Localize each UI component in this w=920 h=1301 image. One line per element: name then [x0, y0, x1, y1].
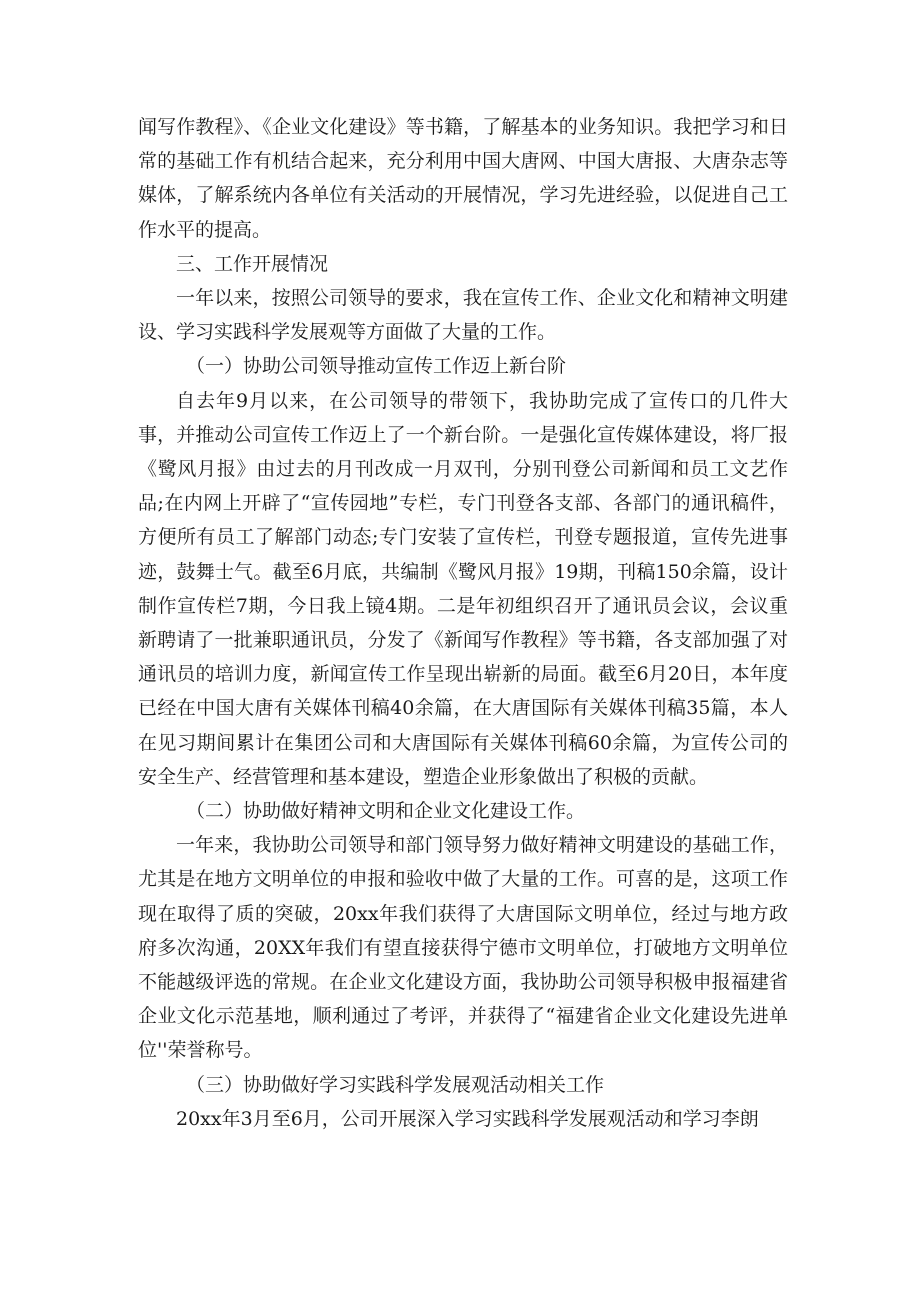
subsection-heading-publicity: （一）协助公司领导推动宣传工作迈上新台阶	[186, 355, 567, 378]
body-paragraph-publicity: 自去年9月以来，在公司领导的带领下，我协助完成了宣传口的几件大事，并推动公司宣传工作迈上了一个新台阶。一是强化宣传媒体建设，将厂报《鹭风月报》由过去的月刊改成一月双刊，分别刊登公司新闻和员工文艺作品;在内网上开辟了“宣传园地”专栏，专门刊登各支部、各部门的通讯稿件，方便所有员工了解部门动态;专门安装了宣传栏，刊登专题报道，宣传先进事迹，鼓舞士气。截至6月底，共编制《鹭风月报》19期，刊稿150余篇，设计制作宣传栏7期，今日我上镜4期。二是年初组织召开了通讯员会议，会议重新聘请了一批兼职通讯员，分发了《新闻写作教程》等书籍，各支部加强了对通讯员的培训力度，新闻宣传工作呈现出崭新的局面。截至6月20日，本年度已经在中国大唐有关媒体刊稿40余篇，在大唐国际有关媒体刊稿35篇，本人在见习期间累计在集团公司和大唐国际有关媒体刊稿60余篇，为宣传公司的安全生产、经营管理和基本建设，塑造企业形象做出了积极的贡献。	[138, 389, 788, 788]
section-heading-work-progress: 三、工作开展情况	[176, 252, 329, 275]
body-paragraph-civilization-culture: 一年来，我协助公司领导和部门领导努力做好精神文明建设的基础工作，尤其是在地方文明单位的申报和验收中做了大量的工作。可喜的是，这项工作现在取得了质的突破，20xx年我们获得了大唐国际文明单位，经过与地方政府多次沟通，20XX年我们有望直接获得宁德市文明单位，打破地方文明单位不能越级评选的常规。在企业文化建设方面，我协助公司领导积极申报福建省企业文化示范基地，顺利通过了考评，并获得了“福建省企业文化建设先进单位''荣誉称号。	[138, 834, 788, 1062]
body-paragraph-continued: 闻写作教程》、《企业文化建设》等书籍，了解基本的业务知识。我把学习和日常的基础工作有机结合起来，充分利用中国大唐网、中国大唐报、大唐杂志等媒体，了解系统内各单位有关活动的开展情况，学习先进经验，以促进自己工作水平的提高。	[138, 116, 788, 241]
document-body	[138, 110, 788, 1136]
body-paragraph-scientific-development: 20xx年3月至6月，公司开展深入学习实践科学发展观活动和学习李朗	[176, 1107, 759, 1130]
subsection-heading-scientific-development: （三）协助做好学习实践科学发展观活动相关工作	[186, 1073, 605, 1096]
subsection-heading-civilization-culture: （二）协助做好精神文明和企业文化建设工作。	[186, 800, 586, 823]
body-paragraph-overview: 一年以来，按照公司领导的要求，我在宣传工作、企业文化和精神文明建设、学习实践科学发展观等方面做了大量的工作。	[138, 287, 788, 344]
